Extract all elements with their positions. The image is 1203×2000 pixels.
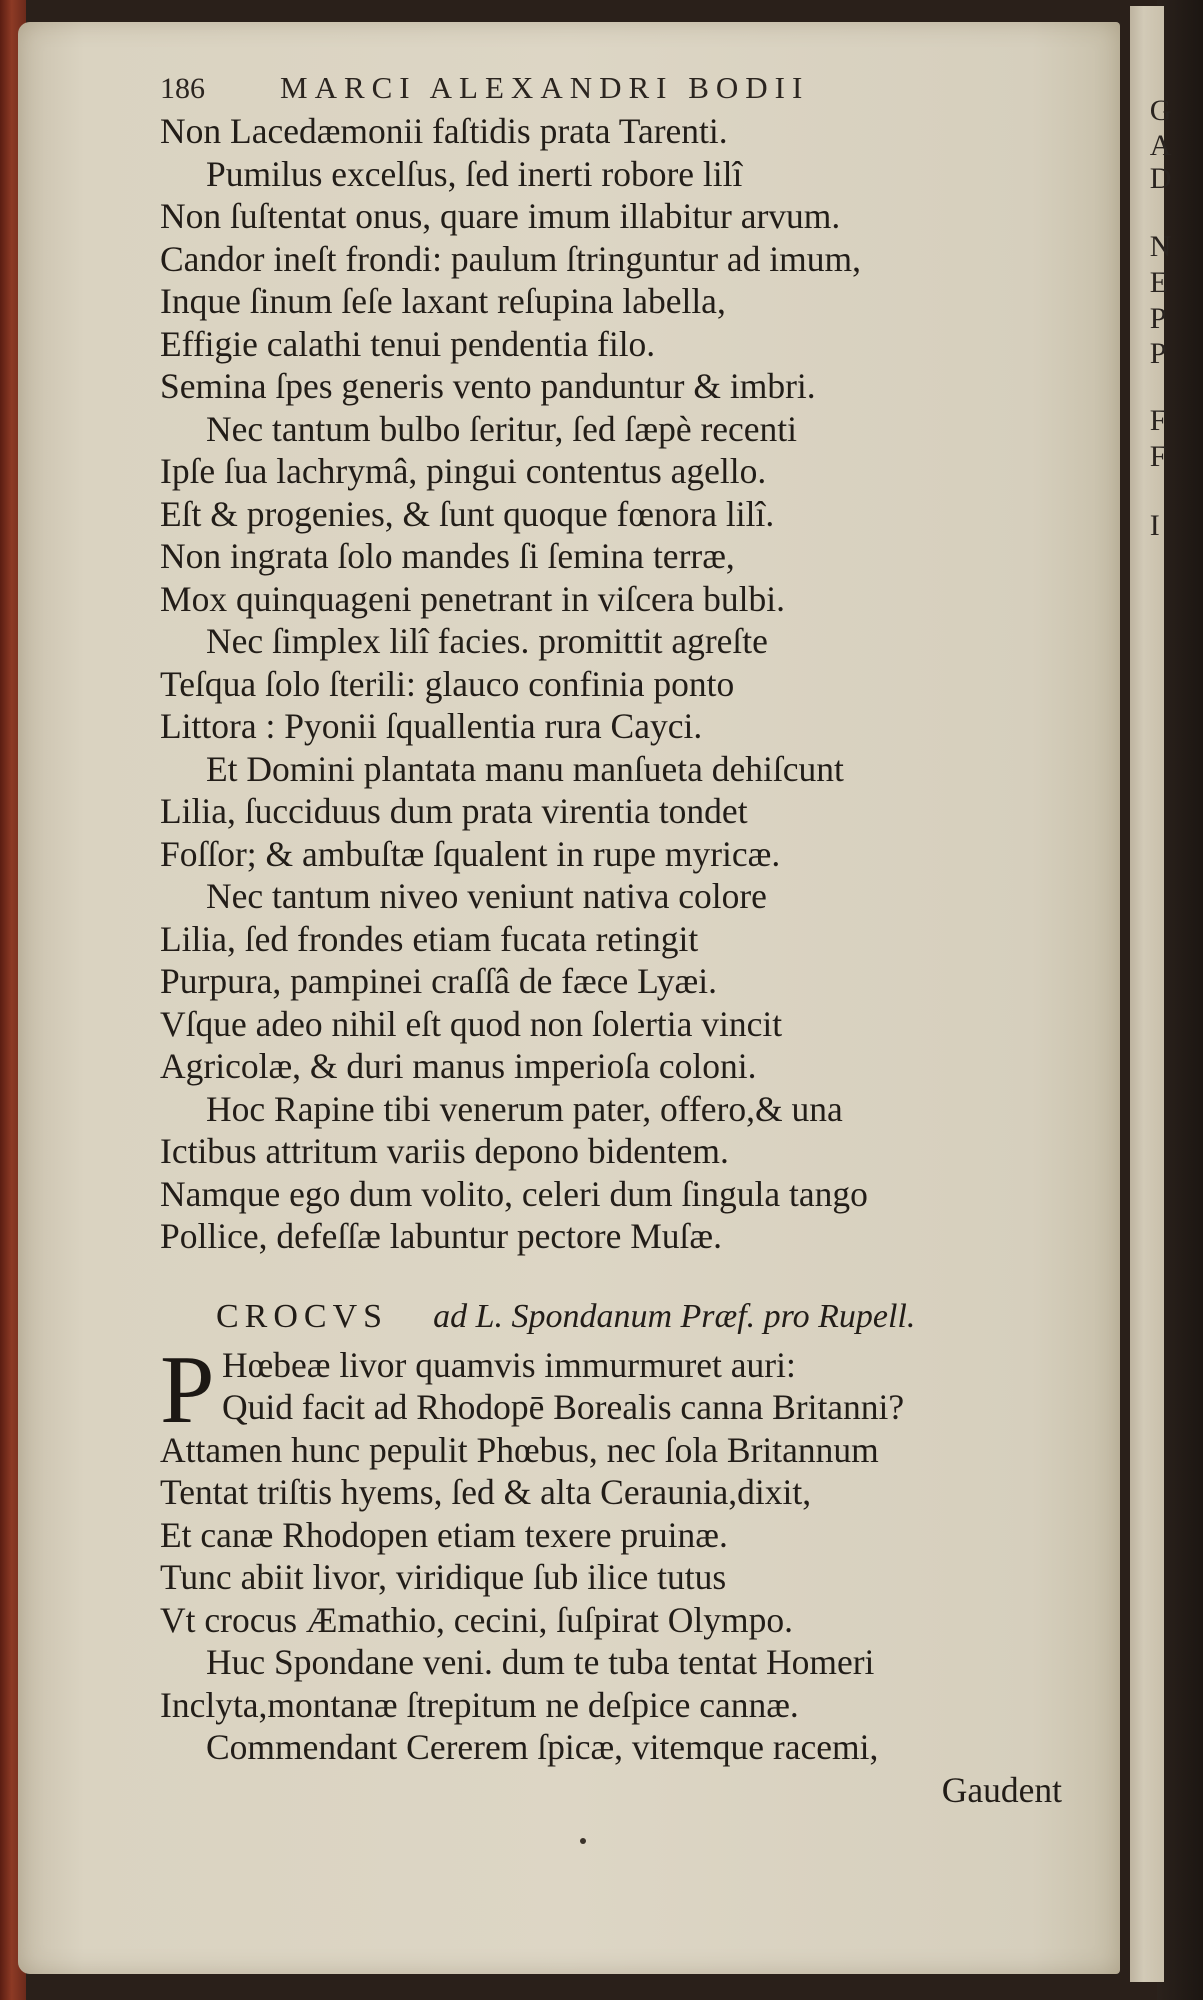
section-gap — [160, 1258, 1080, 1296]
next-page-letter: P — [1149, 337, 1167, 370]
verse-line: Vſque adeo nihil eſt quod non ſolertia vincit — [160, 1003, 783, 1044]
verse-line: Nec tantum bulbo ſeritur, ſed ſæpè recenti — [206, 408, 798, 449]
poem-part-crocus — [160, 1429, 1080, 1769]
verse-line: Lilia, ſucciduus dum prata virentia tondet — [160, 791, 748, 831]
verse-line: Ictibus attritum variis depono bidentem. — [160, 1131, 729, 1171]
section-title: CROCVS — [216, 1297, 389, 1335]
verse-line: Inque ſinum ſeſe laxant reſupina labella, — [160, 281, 726, 321]
verse-line: Inclyta,montanæ ſtrepitum ne deſpice cannæ. — [160, 1684, 799, 1725]
ink-dot — [580, 1838, 586, 1844]
next-page-letter: F — [1149, 404, 1167, 437]
dropcap-block — [160, 1335, 1080, 1444]
verse-line: Agricolæ, & duri manus imperioſa coloni. — [160, 1046, 757, 1086]
verse-line: Purpura, pampinei craſſâ de fæce Lyæi. — [160, 961, 717, 1001]
verse-line: Namque ego dum volito, celeri dum ſingula tango — [160, 1173, 868, 1214]
section-dedication: ad L. Spondanum Præf. pro Rupell. — [433, 1297, 916, 1335]
verse-line: Hoc Rapine tibi venerum pater, offero,& una — [206, 1088, 843, 1129]
verse-line: Littora : Pyonii ſquallentia rura Cayci. — [160, 706, 703, 746]
verse-line: Effigie calathi tenui pendentia filo. — [160, 323, 656, 364]
next-page-letter: F — [1149, 440, 1167, 473]
verse-line: Pollice, defeſſæ labuntur pectore Muſæ. — [160, 1216, 722, 1256]
page-number: 186 — [160, 72, 205, 105]
verse-line: Semina ſpes generis vento panduntur & imbri. — [160, 366, 816, 406]
verse-line: Non ingrata ſolo mandes ſi ſemina terræ, — [160, 536, 735, 576]
verse-line: Huc Spondane veni. dum te tuba tentat Homeri — [206, 1642, 875, 1682]
verse-line: Non Lacedæmonii faſtidis prata Tarenti. — [160, 111, 728, 151]
verse-line: Commendant Cererem ſpicæ, vitemque racemi, — [206, 1727, 879, 1767]
next-page-letter: G — [1149, 94, 1172, 127]
verse-line: Teſqua ſolo ſterili: glauco confinia ponto — [160, 663, 735, 704]
next-page-letter: I — [1149, 509, 1160, 542]
next-page-letter: A — [1149, 129, 1172, 162]
verse-line: Mox quinquageni penetrant in viſcera bulbi. — [160, 578, 786, 619]
verse-line: Hœbeæ livor quamvis immurmuret auri: — [222, 1344, 796, 1385]
next-page-letter: D — [1149, 162, 1172, 195]
poem-part-lilium — [160, 110, 1080, 1258]
verse-line: Eſt & progenies, & ſunt quoque fœnora lilî. — [160, 493, 775, 534]
next-page-edge — [1130, 6, 1172, 1982]
verse-line: Foſſor; & ambuſtæ ſqualent in rupe myricæ. — [160, 833, 781, 874]
page-header — [160, 70, 1010, 106]
verse-line: Pumilus excelſus, ſed inerti robore lilî — [206, 153, 743, 194]
verse-line: Et canæ Rhodopen etiam texere pruinæ. — [160, 1514, 728, 1555]
running-head: MARCI ALEXANDRI BODII — [280, 70, 810, 105]
drop-cap-letter: P — [160, 1335, 215, 1444]
verse-line: Ipſe ſua lachrymâ, pingui contentus agello. — [160, 451, 767, 491]
verse-line: Nec ſimplex lilî facies. promittit agreſte — [206, 621, 768, 661]
verse-line: Attamen hunc pepulit Phœbus, nec ſola Britannum — [160, 1429, 879, 1470]
dropcap-lines — [160, 1344, 1080, 1429]
verse-line: Tunc abiit livor, viridique ſub ilice tutus — [160, 1557, 727, 1597]
next-page-letter: N — [1149, 230, 1172, 263]
verse-line: Quid facit ad Rhodopē Borealis canna Britanni? — [222, 1387, 905, 1427]
verse-line: Non ſuſtentat onus, quare imum illabitur arvum. — [160, 196, 841, 236]
verse-line: Lilia, ſed frondes etiam fucata retingit — [160, 918, 699, 959]
next-page-letter: E — [1149, 266, 1169, 299]
verse-line: Vt crocus Æmathio, cecini, ſuſpirat Olympo. — [160, 1599, 793, 1640]
verse-line: Nec tantum niveo veniunt nativa colore — [206, 876, 767, 916]
poem-text — [160, 110, 1080, 1811]
next-page-letter: P — [1149, 302, 1167, 335]
verse-line: Tentat triſtis hyems, ſed & alta Ceraunia,dixit, — [160, 1472, 812, 1512]
verse-line: Candor ineſt frondi: paulum ſtringuntur ad imum, — [160, 238, 862, 279]
section-heading — [160, 1296, 1080, 1344]
catchword: Gaudent — [941, 1769, 1062, 1810]
verse-line: Et Domini plantata manu manſueta dehiſcunt — [206, 748, 844, 789]
